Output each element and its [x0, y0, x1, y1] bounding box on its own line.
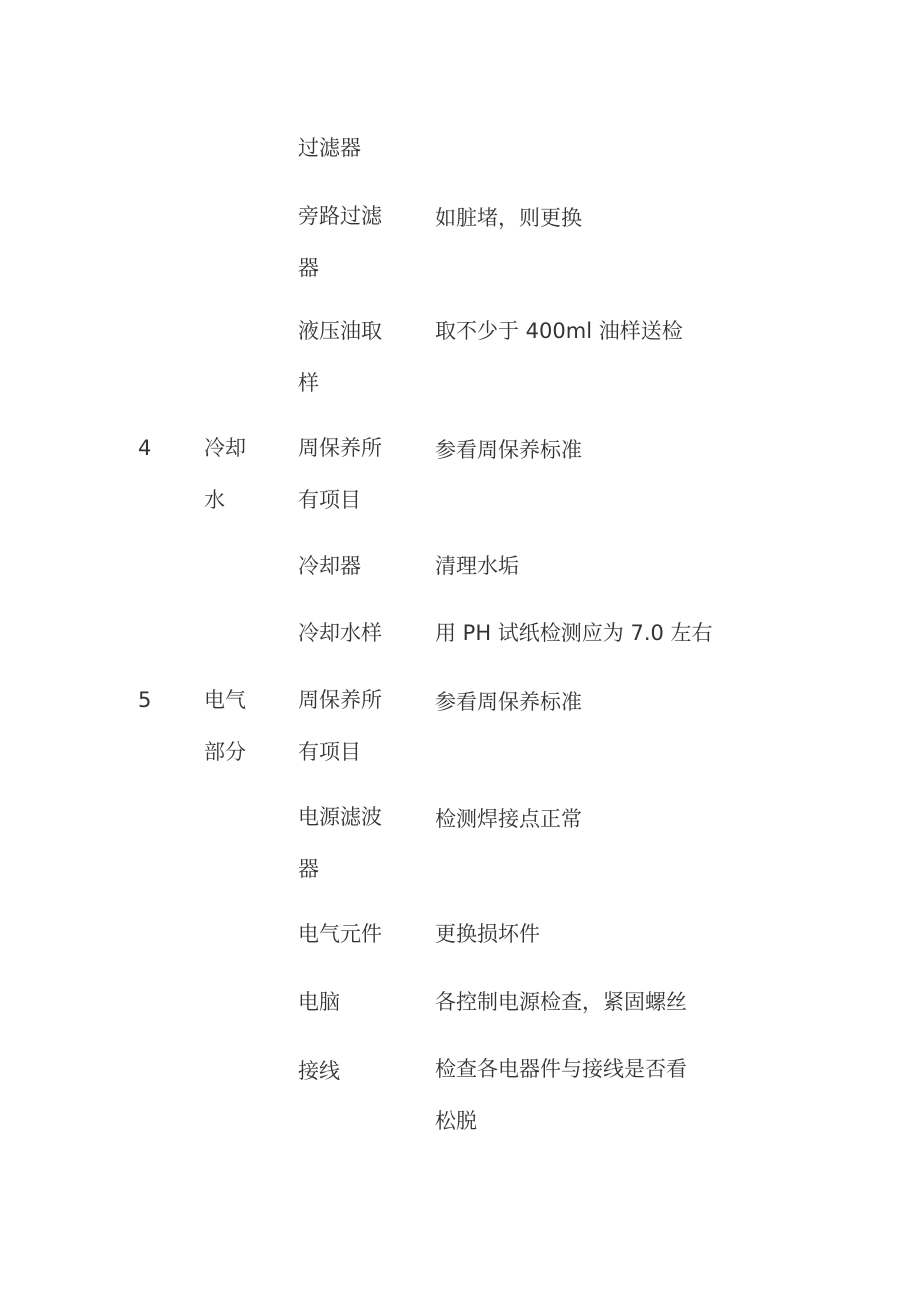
item-name-line: 样: [298, 371, 319, 395]
maintenance-action: [435, 793, 735, 845]
item-name-line: 有项目: [298, 488, 361, 512]
row-number: 5: [138, 688, 152, 712]
system-name-line: 部分: [204, 740, 246, 764]
action-line: 清理水垢: [435, 554, 519, 578]
item-name: [298, 1045, 408, 1097]
item-name-line: 电脑: [298, 990, 340, 1014]
item-name-line: 周保养所: [298, 436, 382, 460]
item-name-line: 过滤器: [298, 136, 361, 160]
item-name: [298, 674, 408, 778]
item-name: [298, 908, 408, 960]
item-name-line: 旁路过滤: [298, 204, 382, 228]
item-name: [298, 607, 408, 659]
action-line: 各控制电源检查，紧固螺丝: [435, 990, 687, 1014]
item-name-line: 器: [298, 857, 319, 881]
maintenance-action: [435, 540, 735, 592]
item-name: [298, 122, 408, 174]
maintenance-action: [435, 192, 735, 244]
action-line: 松脱: [435, 1109, 477, 1133]
maintenance-action: [435, 1043, 735, 1147]
action-line: 参看周保养标准: [435, 438, 582, 462]
item-name: [298, 190, 408, 294]
action-line: 用 PH 试纸检测应为 7.0 左右: [435, 621, 713, 645]
row-number: 4: [138, 436, 152, 460]
action-line: 检查各电器件与接线是否看: [435, 1057, 687, 1081]
maintenance-action: [435, 305, 735, 357]
item-name-line: 器: [298, 256, 319, 280]
system-name-line: 水: [204, 488, 225, 512]
maintenance-action: [435, 424, 735, 476]
item-name: [298, 305, 408, 409]
action-line: 参看周保养标准: [435, 690, 582, 714]
maintenance-action: [435, 676, 735, 728]
item-name-line: 接线: [298, 1059, 340, 1083]
item-name: [298, 422, 408, 526]
item-name-line: 周保养所: [298, 688, 382, 712]
system-name-line: 电气: [204, 688, 246, 712]
item-name: [298, 976, 408, 1028]
item-name-line: 电气元件: [298, 922, 382, 946]
item-name: [298, 791, 408, 895]
item-name-line: 电源滤波: [298, 805, 382, 829]
system-name: [204, 674, 274, 778]
action-line: 如脏堵，则更换: [435, 206, 582, 230]
system-name-line: 冷却: [204, 436, 246, 460]
maintenance-action: [435, 607, 735, 659]
system-name: [204, 422, 274, 526]
action-line: 更换损坏件: [435, 922, 540, 946]
item-name: [298, 540, 408, 592]
maintenance-action: [435, 908, 735, 960]
action-line: 检测焊接点正常: [435, 807, 582, 831]
item-name-line: 有项目: [298, 740, 361, 764]
maintenance-action: [435, 976, 735, 1028]
item-name-line: 液压油取: [298, 319, 382, 343]
item-name-line: 冷却器: [298, 554, 361, 578]
item-name-line: 冷却水样: [298, 621, 382, 645]
action-line: 取不少于 400ml 油样送检: [435, 319, 683, 343]
